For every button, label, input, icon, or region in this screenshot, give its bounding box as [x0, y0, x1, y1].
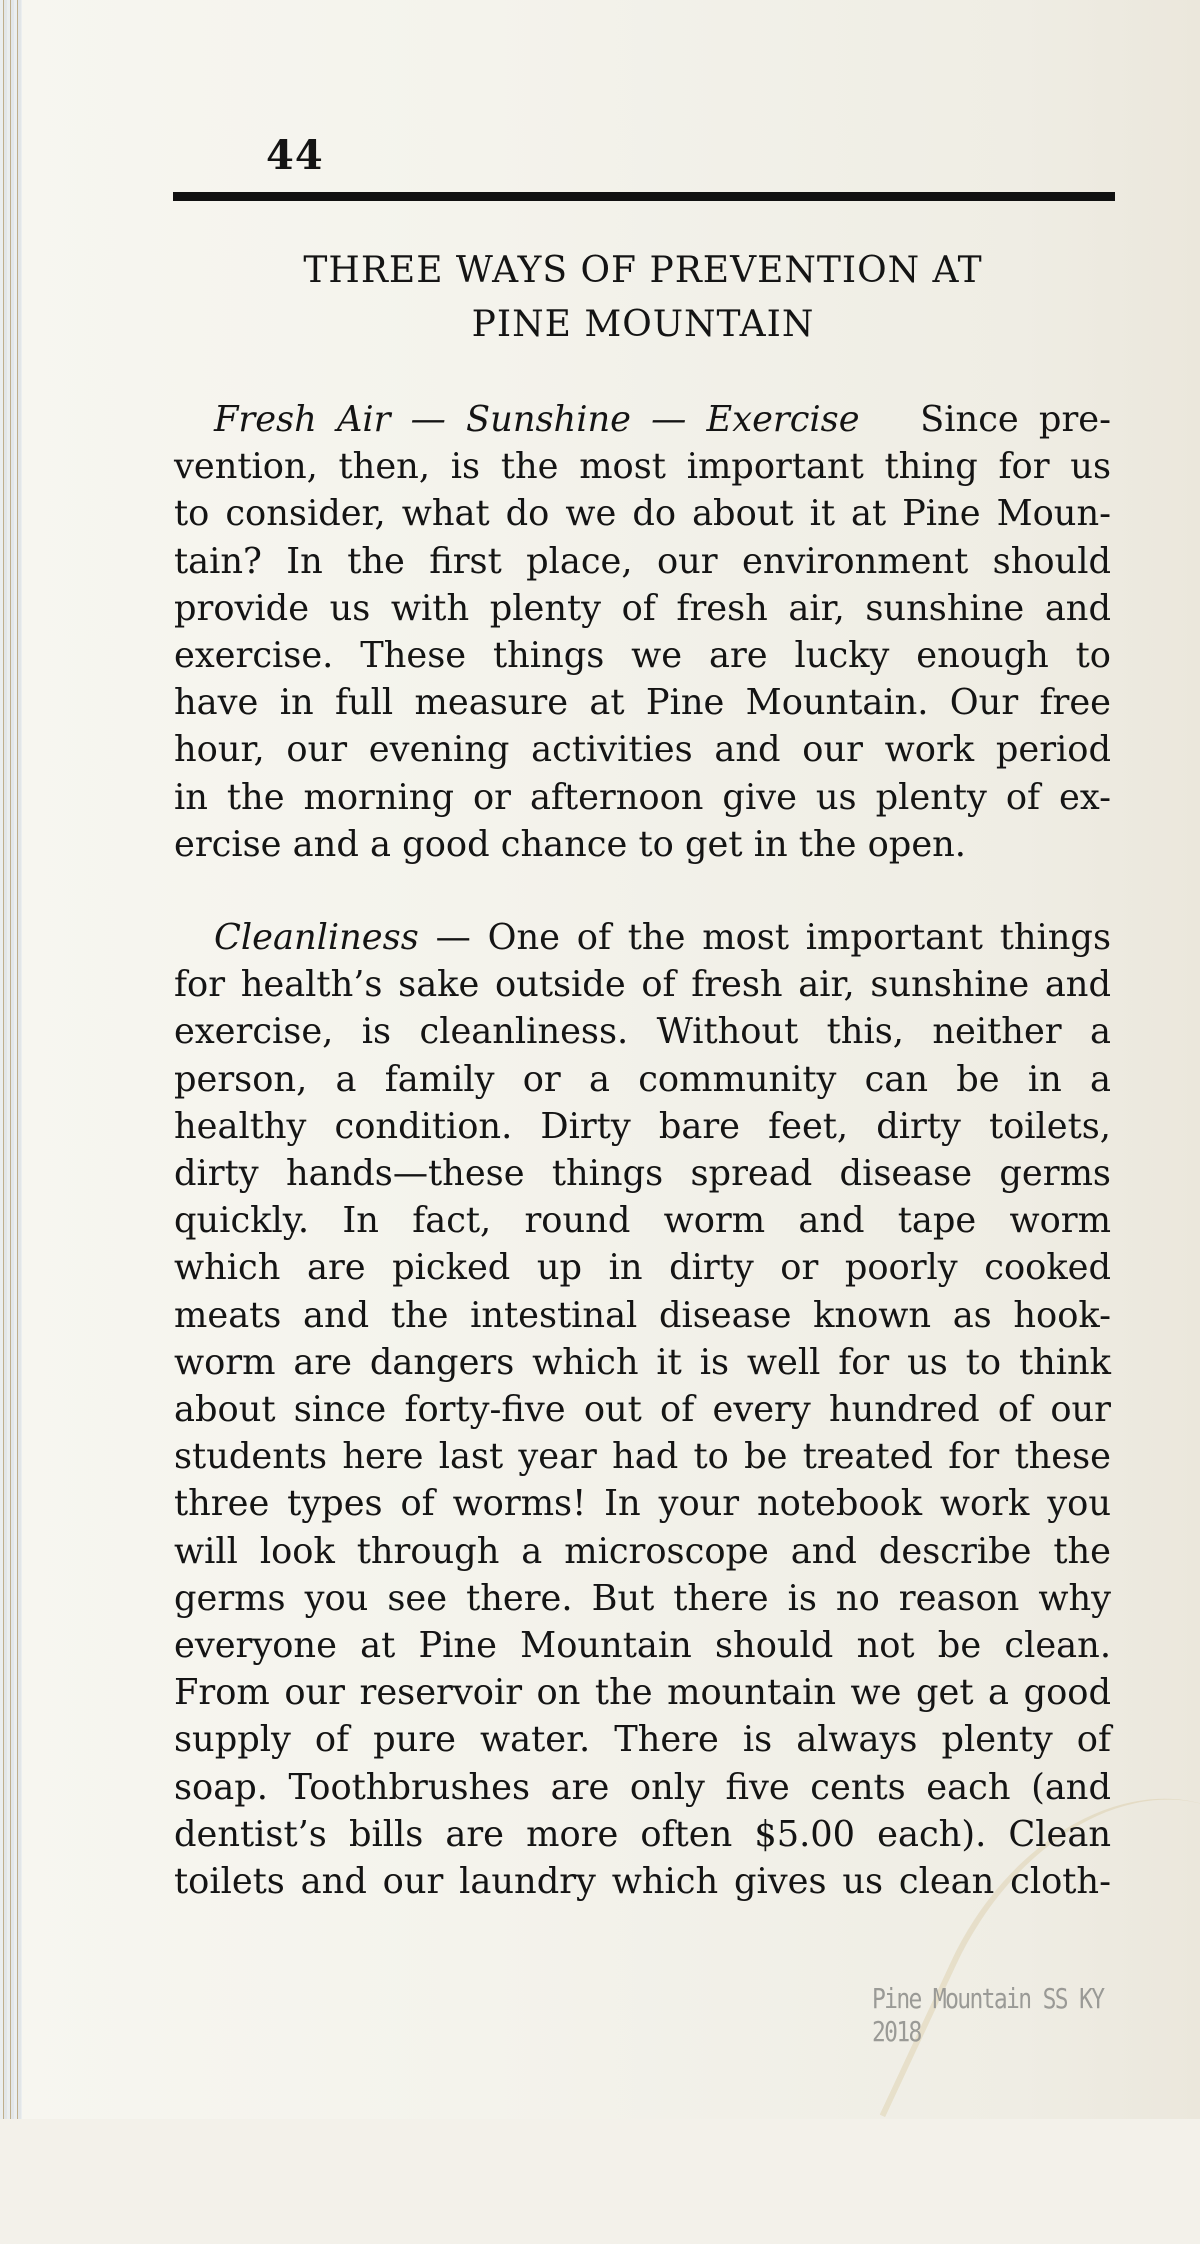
paragraph-line: worm are dangers which it is well for us to think: [174, 1341, 1111, 1383]
paragraph-line: exercise, is cleanliness. Without this, neither a: [174, 1011, 1111, 1053]
paragraph-line: exercise. These things we are lucky enough to: [174, 635, 1111, 677]
page-number: 44: [266, 132, 324, 179]
paragraph-line: tain? In the first place, our environment should: [174, 540, 1111, 582]
watermark: Pine Mountain SS KY 2018: [872, 1982, 1104, 2048]
paragraph-line: about since forty-five out of every hundred of our: [174, 1389, 1111, 1431]
paragraph-line: quickly. In fact, round worm and tape worm: [174, 1200, 1111, 1242]
paragraph-line: have in full measure at Pine Mountain. Our free: [174, 682, 1111, 724]
section-fresh-air: [174, 396, 1111, 868]
paragraph-line: soap. Toothbrushes are only five cents each (and: [174, 1766, 1111, 1808]
paragraph-line: meats and the intestinal disease known as hook-: [174, 1294, 1111, 1336]
title-line-1: THREE WAYS OF PREVENTION AT: [303, 250, 983, 291]
section-heading: Cleanliness: [214, 917, 419, 958]
paragraph-line: Since pre-: [920, 399, 1111, 440]
paragraph-line: toilets and our laundry which gives us clean cloth-: [174, 1861, 1111, 1903]
paragraph-line: everyone at Pine Mountain should not be clean.: [174, 1625, 1111, 1667]
paragraph-line: germs you see there. But there is no reason why: [174, 1577, 1111, 1619]
section-heading: Fresh Air — Sunshine — Exercise: [214, 399, 860, 440]
header-rule: [173, 192, 1115, 201]
paragraph-line: vention, then, is the most important thing for us: [174, 446, 1111, 488]
paragraph-line: three types of worms! In your notebook work you: [174, 1483, 1111, 1525]
paragraph-line: which are picked up in dirty or poorly cooked: [174, 1247, 1111, 1289]
paragraph-line: — One of the most important things: [435, 917, 1111, 958]
paragraph-line: person, a family or a community can be in a: [174, 1058, 1111, 1100]
paragraph-line: healthy condition. Dirty bare feet, dirty toilets,: [174, 1105, 1111, 1147]
paragraph-line: From our reservoir on the mountain we get a good: [174, 1672, 1111, 1714]
section-first-line: [174, 914, 1111, 961]
paragraph-line: students here last year had to be treated for these: [174, 1436, 1111, 1478]
paragraph-line: ercise and a good chance to get in the open.: [174, 823, 966, 865]
paragraph-line: supply of pure water. There is always plenty of: [174, 1719, 1111, 1761]
paragraph-line: in the morning or afternoon give us plenty of ex-: [174, 776, 1111, 818]
section-first-line: [174, 396, 1111, 443]
title-line-2: PINE MOUNTAIN: [471, 304, 815, 345]
paragraph-line: to consider, what do we do about it at Pine Moun-: [174, 493, 1111, 535]
page-title: [173, 244, 1113, 352]
paragraph-line: provide us with plenty of fresh air, sunshine and: [174, 587, 1111, 629]
section-cleanliness: [174, 914, 1111, 1905]
paragraph-line: hour, our evening activities and our work period: [174, 729, 1111, 771]
page-edges-decoration: [0, 0, 22, 2119]
paragraph-line: will look through a microscope and describe the: [174, 1530, 1111, 1572]
paragraph-line: for health’s sake outside of fresh air, sunshine and: [174, 964, 1111, 1006]
paragraph-line: dentist’s bills are more often $5.00 each). Clean: [174, 1813, 1111, 1855]
paragraph-line: dirty hands—these things spread disease germs: [174, 1153, 1111, 1195]
